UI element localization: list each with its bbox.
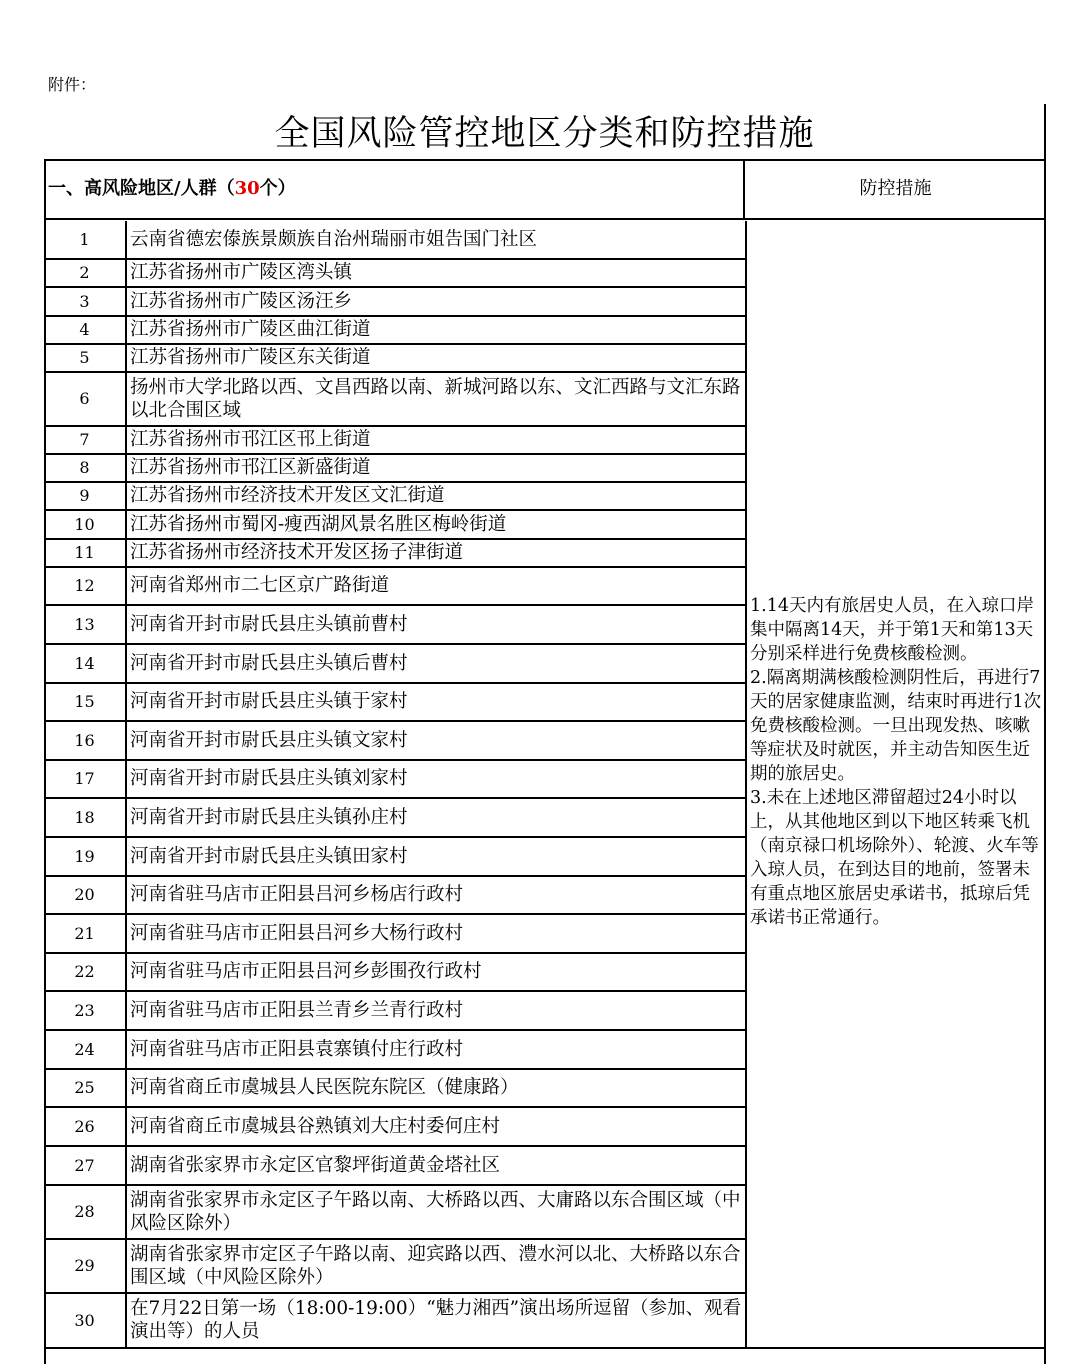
attachment-label: 附件：: [48, 75, 97, 94]
row-area-text: 江苏省扬州市经济技术开发区扬子津街道: [130, 542, 464, 563]
row-area: [129, 991, 745, 1029]
table-row: [44, 721, 745, 761]
row-number: 13: [44, 605, 127, 643]
row-area: [129, 876, 745, 913]
row-number: 22: [44, 953, 127, 990]
row-number: 28: [44, 1185, 127, 1238]
row-area: [129, 721, 745, 759]
table-row: [44, 1146, 745, 1186]
row-area: [129, 1293, 745, 1347]
row-area-text: 河南省驻马店市正阳县袁寨镇付庄行政村: [130, 1038, 464, 1060]
row-area-text: 河南省开封市尉氏县庄头镇孙庄村: [130, 806, 408, 828]
row-number: 19: [44, 837, 127, 875]
row-area-text: 湖南省张家界市定区子午路以南、迎宾路以西、澧水河以北、大桥路以东合围区域（中风险区除外）: [130, 1243, 741, 1288]
row-area: [129, 798, 745, 836]
table-row: [44, 454, 745, 483]
table-row: [44, 1293, 745, 1349]
row-area: [129, 454, 745, 481]
row-number: 8: [44, 454, 127, 481]
row-area-text: 江苏省扬州市经济技术开发区文汇街道: [130, 485, 445, 506]
row-number: 1: [44, 221, 127, 258]
table-row: [44, 1239, 745, 1294]
row-area: [129, 837, 745, 875]
row-number: 23: [44, 991, 127, 1029]
row-area-text: 江苏省扬州市广陵区湾头镇: [130, 262, 353, 283]
row-area: [129, 914, 745, 952]
table-row: [44, 837, 745, 877]
row-number: 3: [44, 287, 127, 315]
section-count: 30: [234, 178, 260, 199]
table-row: [44, 953, 745, 992]
row-area: [129, 1107, 745, 1145]
row-area-text: 河南省开封市尉氏县庄头镇于家村: [130, 691, 408, 712]
section-label-suffix: 个）: [259, 178, 296, 199]
row-number: 10: [44, 510, 127, 538]
row-number: 7: [44, 426, 127, 453]
row-number: 24: [44, 1030, 127, 1068]
row-area-text: 云南省德宏傣族景颇族自治州瑞丽市姐告国门社区: [130, 229, 538, 250]
row-area-text: 湖南省张家界市永定区官黎坪街道黄金塔社区: [130, 1154, 501, 1176]
row-number: 25: [44, 1069, 127, 1106]
row-area: [129, 605, 745, 643]
table-row: [44, 259, 745, 288]
row-area: [129, 259, 745, 286]
row-area-text: 江苏省扬州市蜀冈-瘦西湖风景名胜区梅岭街道: [130, 513, 507, 535]
table-row: [44, 426, 745, 455]
table-row: [44, 1107, 745, 1147]
row-area-text: 河南省开封市尉氏县庄头镇刘家村: [130, 768, 408, 789]
row-area: [129, 1069, 745, 1106]
row-area-text: 扬州市大学北路以西、文昌西路以南、新城河路以东、文汇西路与文汇东路以北合围区域: [130, 376, 741, 421]
table-row: [44, 683, 745, 722]
row-number: 2: [44, 259, 127, 286]
row-number: 5: [44, 344, 127, 371]
table-row: [44, 605, 745, 645]
row-area-text: 江苏省扬州市广陵区汤汪乡: [130, 290, 353, 312]
table-row: [44, 644, 745, 684]
table-row: [44, 760, 745, 799]
row-area-text: 河南省开封市尉氏县庄头镇田家村: [130, 845, 408, 867]
row-number: 30: [44, 1293, 127, 1347]
section-header: [44, 159, 745, 220]
row-area-text: 河南省驻马店市正阳县吕河乡大杨行政村: [130, 922, 464, 944]
row-area-text: 河南省驻马店市正阳县吕河乡杨店行政村: [130, 884, 464, 905]
measures-cell: [745, 221, 1046, 1348]
row-area-text: 河南省商丘市虞城县谷熟镇刘大庄村委何庄村: [130, 1115, 501, 1137]
table-row: [44, 372, 745, 427]
row-area: [129, 539, 745, 566]
row-area-text: 河南省郑州市二七区京广路街道: [130, 575, 390, 596]
row-area-text: 江苏省扬州市邗江区新盛街道: [130, 457, 371, 478]
table-row: [44, 567, 745, 606]
table-row: [44, 1069, 745, 1108]
row-number: 18: [44, 798, 127, 836]
row-number: 11: [44, 539, 127, 566]
row-area-text: 江苏省扬州市广陵区东关街道: [130, 347, 371, 368]
row-area: [129, 1030, 745, 1068]
table-row: [44, 287, 745, 317]
row-area: [129, 567, 745, 604]
row-number: 21: [44, 914, 127, 952]
section-label-prefix: 一、高风险地区/人群（: [48, 178, 235, 199]
row-number: 16: [44, 721, 127, 759]
row-area-text: 江苏省扬州市邗江区邗上街道: [130, 429, 371, 450]
row-number: 29: [44, 1239, 127, 1292]
table-row: [44, 316, 745, 345]
table-row: [44, 482, 745, 511]
row-number: 20: [44, 876, 127, 913]
row-area: [129, 1146, 745, 1184]
row-number: 27: [44, 1146, 127, 1184]
row-area: [129, 482, 745, 509]
row-number: 9: [44, 482, 127, 509]
table-row: [44, 344, 745, 373]
row-area-text: 河南省开封市尉氏县庄头镇前曹村: [130, 613, 408, 635]
page-title: 全国风险管控地区分类和防控措施: [274, 114, 815, 154]
row-number: 26: [44, 1107, 127, 1145]
row-number: 12: [44, 567, 127, 604]
table-row: [44, 1030, 745, 1070]
row-area-text: 河南省驻马店市正阳县吕河乡彭围孜行政村: [130, 961, 482, 982]
row-area-text: 江苏省扬州市广陵区曲江街道: [130, 319, 371, 340]
row-number: 4: [44, 316, 127, 343]
table-row: [44, 876, 745, 915]
frame-edge: [1044, 104, 1046, 160]
row-area: [129, 953, 745, 990]
row-area: [129, 316, 745, 343]
table-row: [44, 510, 745, 540]
row-number: 17: [44, 760, 127, 797]
row-area: [129, 344, 745, 371]
row-area: [129, 1185, 745, 1238]
row-area: [129, 644, 745, 682]
row-area-text: 河南省开封市尉氏县庄头镇文家村: [130, 729, 408, 751]
row-area-text: 在7月22日第一场（18:00-19:00）“魅力湘西”演出场所逗留（参加、观看演出等）的人员: [130, 1298, 742, 1342]
row-area-text: 河南省开封市尉氏县庄头镇后曹村: [130, 652, 408, 674]
row-area: [129, 221, 745, 258]
row-area-text: 河南省商丘市虞城县人民医院东院区（健康路）: [130, 1077, 519, 1098]
row-area-text: 湖南省张家界市永定区子午路以南、大桥路以西、大庸路以东合围区域（中风险区除外）: [130, 1189, 741, 1234]
table-row: [44, 798, 745, 838]
table-row: [44, 991, 745, 1031]
measures-text: 1.14天内有旅居史人员，在入琼口岸集中隔离14天，并于第1天和第13天分别采样进行免费核酸检测。 2.隔离期满核酸检测阴性后，再进行7天的居家健康监测，结束时再进行1次免费核酸检测。一旦出现发热、咳嗽等症状及时就医，并主动告知医生近期的旅居史。 3.未在上述地区滞留超过24小时以上，从其他地区到以下地区转乘飞机（南京禄口机场除外）、轮渡、火车等入琼人员，在到达目的地前，签署未有重点地区旅居史承诺书，抵琼后凭承诺书正常通行。: [750, 596, 1042, 928]
row-area-text: 河南省驻马店市正阳县兰青乡兰青行政村: [130, 999, 464, 1021]
table-row: [44, 914, 745, 954]
row-area: [129, 683, 745, 720]
table-row: [44, 221, 745, 260]
row-area: [129, 372, 745, 425]
row-area: [129, 510, 745, 538]
row-area: [129, 287, 745, 315]
row-area: [129, 426, 745, 453]
measures-header: 防控措施: [745, 159, 1046, 220]
row-number: 15: [44, 683, 127, 720]
table-row: [44, 539, 745, 568]
table-bottom-border: [44, 1347, 1046, 1349]
table-row: [44, 1185, 745, 1240]
row-number: 14: [44, 644, 127, 682]
row-number: 6: [44, 372, 127, 425]
row-area: [129, 760, 745, 797]
row-area: [129, 1239, 745, 1292]
